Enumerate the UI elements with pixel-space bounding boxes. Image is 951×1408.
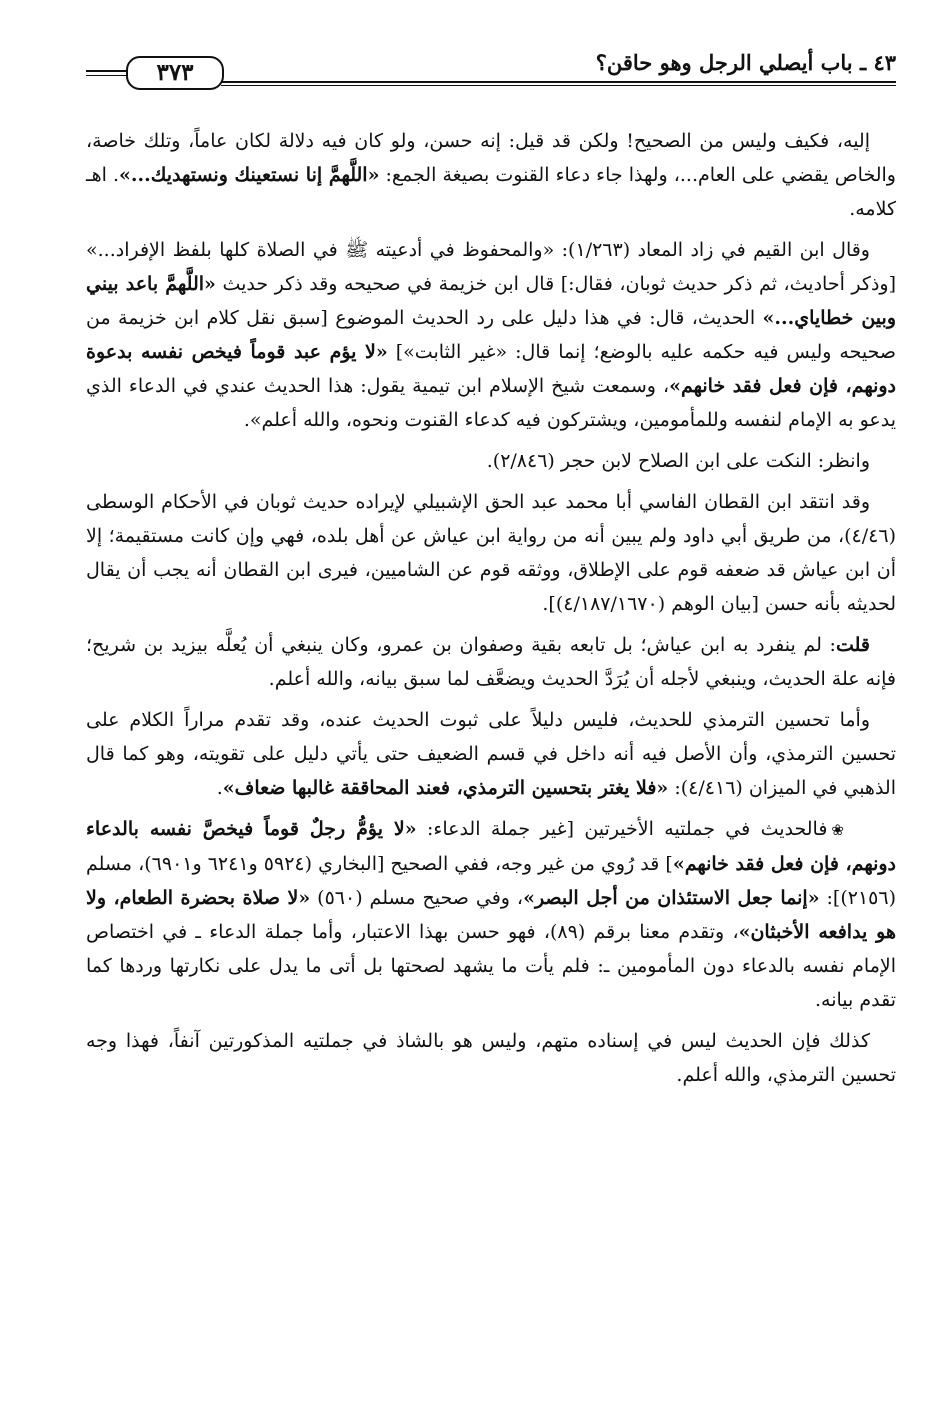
paragraph-p8 bbox=[86, 1024, 896, 1092]
paragraph-p2 bbox=[86, 233, 896, 437]
paragraph-p6 bbox=[86, 703, 896, 805]
bold-quote: «فلا يغتر بتحسين الترمذي، فعند المحاققة غالبها ضعاف» bbox=[222, 777, 669, 799]
page-number: ٣٧٣ bbox=[126, 56, 224, 90]
text-run: وأما تحسين الترمذي للحديث، فليس دليلاً على ثبوت الحديث عنده، وقد تقدم مراراً الكلام على تحسين الترمذي، وأن الأصل فيه أنه داخل في قسم الضعيف حتى يأتي دليل على تقويته، وهو كما قال الذهبي في الميزان (٤/٤١٦): bbox=[86, 709, 896, 799]
body-text bbox=[86, 124, 896, 1099]
chapter-title: ٤٣ ـ باب أيصلي الرجل وهو حاقن؟ bbox=[595, 50, 896, 75]
bold-quote: «لا صلاة بحضرة الطعام، ولا هو يدافعه الأخبثان» bbox=[86, 887, 897, 943]
running-header bbox=[86, 48, 896, 92]
bold-quote: «اللَّهمَّ باعد بيني وبين خطاياي...» bbox=[86, 273, 896, 329]
header-rule-thin bbox=[221, 85, 896, 86]
bold-quote: قلت bbox=[835, 634, 870, 656]
text-run: ، وسمعت شيخ الإسلام ابن تيمية يقول: هذا الحديث عندي في الدعاء الذي يدعو به الإمام لنفسه وللمأمومين، ويشتركون فيه كدعاء القنوت ونحوه، والله أعلم». bbox=[86, 375, 896, 431]
text-run: فالحديث في جملتيه الأخيرتين [غير جملة الدعاء: bbox=[416, 818, 828, 840]
text-run: ] قد رُوي من غير وجه، ففي الصحيح [البخاري (٥٩٢٤ و٦٢٤١ و٦٩٠١)، مسلم (٢١٥٦)]: bbox=[86, 853, 896, 909]
text-run: . اهـ كلامه. bbox=[86, 164, 896, 220]
paragraph-p1 bbox=[86, 124, 896, 226]
bold-quote: «لا يؤمُّ رجلٌ قوماً فيخصَّ نفسه بالدعاء دونهم، فإن فعل فقد خانهم» bbox=[86, 818, 897, 875]
text-run: . bbox=[216, 777, 223, 799]
left-rule-thin bbox=[86, 75, 126, 76]
paragraph-p3 bbox=[86, 444, 896, 478]
flower-mark-icon: ❀ bbox=[831, 821, 844, 839]
paragraph-p7 bbox=[86, 812, 896, 1017]
header-rule bbox=[221, 81, 896, 83]
text-run: وقال ابن القيم في زاد المعاد (١/٢٦٣): «والمحفوظ في أدعيته ﷺ في الصلاة كلها بلفظ الإفراد...» [وذكر أحاديث، ثم ذكر حديث ثوبان، فقال:] قال ابن خزيمة في صحيحه وقد ذكر حديث bbox=[86, 239, 896, 295]
bold-quote: «إنما جعل الاستئذان من أجل البصر» bbox=[523, 887, 820, 909]
text-run: وقد انتقد ابن القطان الفاسي أبا محمد عبد الحق الإشبيلي لإيراده حديث ثوبان في الأحكام الوسطى (٤/٤٦)، من طريق أبي داود ولم يبين أنه من رواية ابن عياش عن أهل بلده، فهي وإن كانت مستقيمة؛ إلا أن ابن عياش قد ضعفه قوم على الإطلاق، ووثقه قوم عن الشاميين، فيرى ابن القطان أنه يجب أن يقال لحديثه بأنه حسن [بيان الوهم (٤/١٨٧/١٦٧٠)]. bbox=[86, 491, 896, 615]
left-rule bbox=[86, 70, 126, 72]
paragraph-p4 bbox=[86, 485, 896, 621]
bold-quote: «اللَّهمَّ إنا نستعينك ونستهديك...» bbox=[118, 164, 380, 186]
paragraph-p5 bbox=[86, 628, 896, 696]
bold-quote: «لا يؤم عبد قوماً فيخص نفسه بدعوة دونهم، فإن فعل فقد خانهم» bbox=[86, 341, 896, 397]
text-run: ، وتقدم معنا برقم (٨٩)، فهو حسن بهذا الاعتبار، وأما جملة الدعاء ـ في اختصاص الإمام نفسه بالدعاء دون المأمومين ـ: فلم يأت ما يشهد لصحتها بل أتى ما يدل على نكارتها وردها كما تقدم بيانه. bbox=[86, 921, 896, 1011]
text-run: إليه، فكيف وليس من الصحيح! ولكن قد قيل: إنه حسن، ولو كان فيه دلالة لكان عاماً، وتلك خاصة، والخاص يقضي على العام...، ولهذا جاء دعاء القنوت بصيغة الجمع: bbox=[86, 130, 896, 186]
text-run: وانظر: النكت على ابن الصلاح لابن حجر (٢/٨٤٦). bbox=[486, 450, 870, 472]
text-run: كذلك فإن الحديث ليس في إسناده متهم، وليس هو بالشاذ في جملتيه المذكورتين آنفاً، فهذا وجه تحسين الترمذي، والله أعلم. bbox=[86, 1030, 896, 1086]
text-run: ، وفي صحيح مسلم (٥٦٠) bbox=[310, 887, 524, 909]
text-run: الحديث، قال: في هذا دليل على رد الحديث الموضوع [سبق نقل كلام ابن خزيمة من صحيحه وليس فيه حكمه عليه بالوضع؛ إنما قال: «غير الثابت»] bbox=[86, 307, 897, 363]
text-run: : لم ينفرد به ابن عياش؛ بل تابعه بقية وصفوان بن عمرو، وكان ينبغي أن يُعلَّه بيزيد بن شريح؛ فإنه علة الحديث، وينبغي لأجله أن يُرَدَّ الحديث ويضعَّف لما سبق بيانه، والله أعلم. bbox=[86, 634, 896, 690]
